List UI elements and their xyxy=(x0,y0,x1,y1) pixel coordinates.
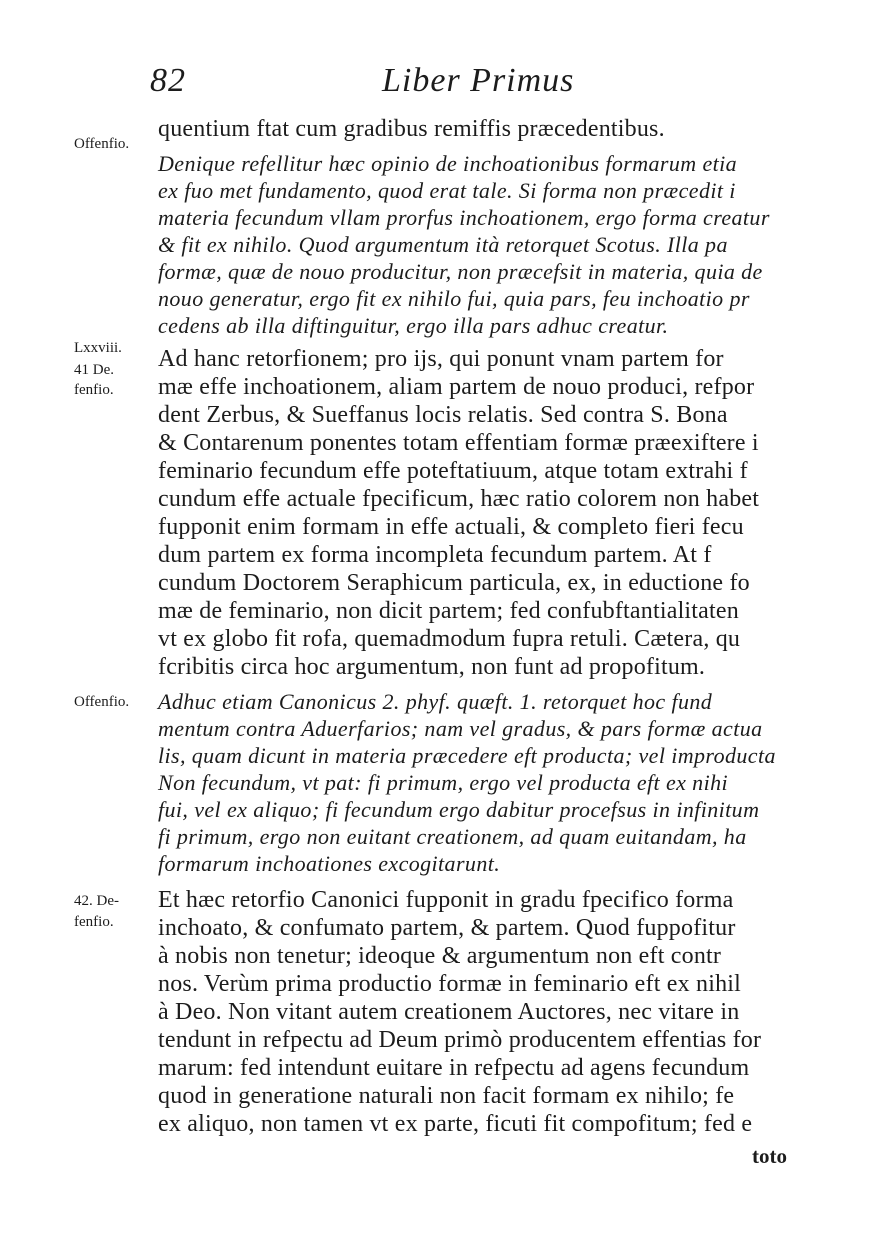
text-line: cundum effe actuale fpecificum, hæc ratio colorem non habet xyxy=(158,486,760,512)
margin-note: 42. De- xyxy=(74,893,119,909)
text-line: vt ex globo fit rofa, quemadmodum fupra retuli. Cætera, qu xyxy=(158,626,741,652)
text-line: nouo generatur, ergo fit ex nihilo fui, quia pars, feu inchoatio pr xyxy=(158,286,750,311)
text-line: mæ effe inchoationem, aliam partem de nouo produci, refpor xyxy=(158,374,755,400)
text-line: Denique refellitur hæc opinio de inchoationibus formarum etia xyxy=(158,151,738,176)
margin-note: Offenfio. xyxy=(74,136,130,152)
text-line: à Deo. Non vitant autem creationem Auctores, nec vitare in xyxy=(158,999,740,1025)
text-line: lis, quam dicunt in materia præcedere eft producta; vel improducta xyxy=(158,743,776,768)
text-line: inchoato, & confumato partem, & partem. Quod fuppofitur xyxy=(158,915,736,941)
text-line: ex fuo met fundamento, quod erat tale. Si forma non præcedit i xyxy=(158,178,736,203)
text-line: fupponit enim formam in effe actuali, & completo fieri fecu xyxy=(158,514,744,540)
text-line: formarum inchoationes excogitarunt. xyxy=(158,851,501,876)
running-title: Liber Primus xyxy=(382,62,575,99)
text-line: materia fecundum vllam prorfus inchoationem, ergo forma creatur xyxy=(158,205,770,230)
page-number: 82 xyxy=(150,62,186,99)
text-line: dum partem ex forma incompleta fecundum partem. At f xyxy=(158,542,712,568)
margin-note: Lxxviii. xyxy=(74,340,122,356)
margin-note: fenfio. xyxy=(74,382,114,398)
text-line: nos. Verùm prima productio formæ in feminario eft ex nihil xyxy=(158,971,742,997)
text-line: quentium ftat cum gradibus remiffis præcedentibus. xyxy=(158,116,665,142)
text-line: mentum contra Aduerfarios; nam vel gradus, & pars formæ actua xyxy=(158,716,763,741)
margin-note: Offenfio. xyxy=(74,694,130,710)
text-line: fui, vel ex aliquo; fi fecundum ergo dabitur procefsus in infinitum xyxy=(158,797,760,822)
text-line: mæ de feminario, non dicit partem; fed confubftantialitaten xyxy=(158,598,739,624)
text-line: Et hæc retorfio Canonici fupponit in gradu fpecifico forma xyxy=(158,887,734,913)
text-line: tendunt in refpectu ad Deum primò producentem effentias for xyxy=(158,1027,762,1053)
text-line: & Contarenum ponentes totam effentiam formæ præexiftere i xyxy=(158,430,759,456)
catchword: toto xyxy=(752,1144,787,1168)
text-line: fi primum, ergo non euitant creationem, ad quam euitandam, ha xyxy=(158,824,747,849)
text-line: quod in generatione naturali non facit formam ex nihilo; fe xyxy=(158,1083,735,1109)
text-line: Non fecundum, vt pat: fi primum, ergo vel producta eft ex nihi xyxy=(158,770,729,795)
text-line: fcribitis circa hoc argumentum, non funt ad propofitum. xyxy=(158,654,706,680)
text-line: Adhuc etiam Canonicus 2. phyf. quæft. 1. retorquet hoc fund xyxy=(158,689,713,714)
text-line: formæ, quæ de nouo producitur, non præcefsit in materia, quia de xyxy=(158,259,763,284)
text-line: marum: fed intendunt euitare in refpectu ad agens fecundum xyxy=(158,1055,750,1081)
text-line: à nobis non tenetur; ideoque & argumentum non eft contr xyxy=(158,943,722,969)
text-line: ex aliquo, non tamen vt ex parte, ficuti fit compofitum; fed e xyxy=(158,1111,753,1137)
text-line: feminario fecundum effe poteftatiuum, atque totam extrahi f xyxy=(158,458,748,484)
margin-note: fenfio. xyxy=(74,914,114,930)
text-line: Ad hanc retorfionem; pro ijs, qui ponunt vnam partem for xyxy=(158,346,724,372)
text-line: cedens ab illa diftinguitur, ergo illa pars adhuc creatur. xyxy=(158,313,669,338)
text-line: dent Zerbus, & Sueffanus locis relatis. Sed contra S. Bona xyxy=(158,402,728,428)
text-line: cundum Doctorem Seraphicum particula, ex, in eductione fo xyxy=(158,570,750,596)
text-line: & fit ex nihilo. Quod argumentum ità retorquet Scotus. Illa pa xyxy=(158,232,728,257)
margin-note: 41 De. xyxy=(74,362,114,378)
